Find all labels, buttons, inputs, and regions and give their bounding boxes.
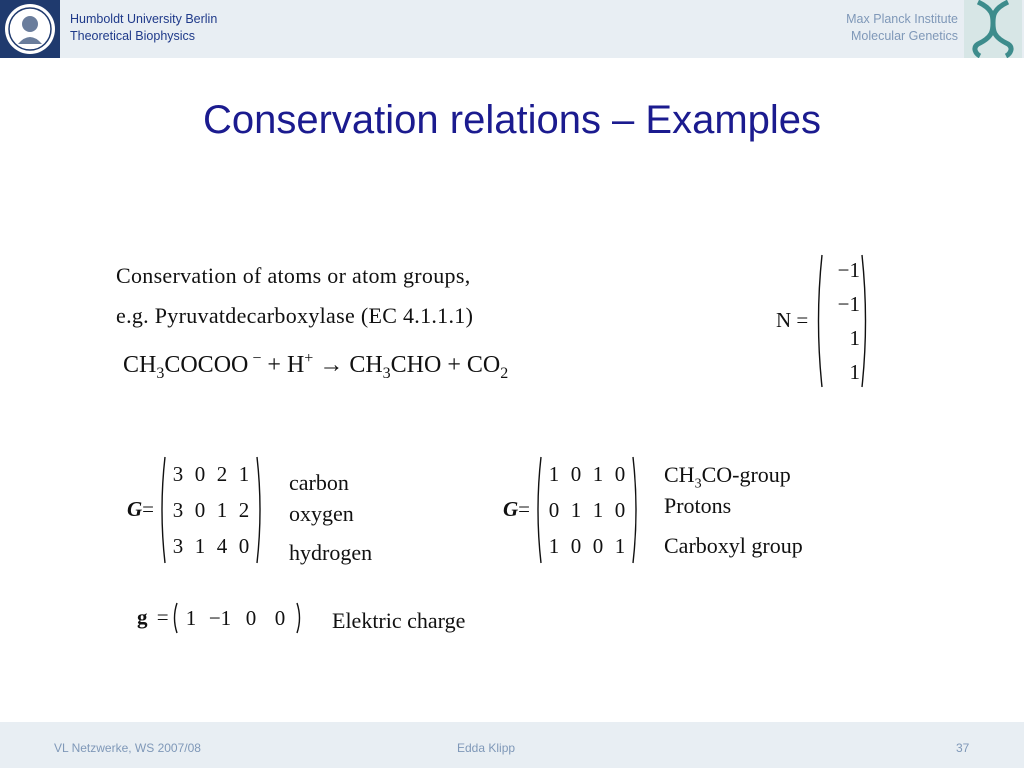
- G1-cell: 3: [172, 461, 184, 486]
- left-paren: [814, 253, 824, 389]
- g-vector-cell: 0: [274, 605, 286, 630]
- G2-cell: 0: [592, 533, 604, 558]
- institute-department-line: Molecular Genetics: [851, 29, 958, 43]
- G2-cell: 0: [548, 497, 560, 522]
- right-paren: [631, 455, 640, 565]
- co-group-text: CO-group: [701, 462, 791, 487]
- G1-cell: 1: [216, 497, 228, 522]
- university-name: [70, 11, 217, 45]
- row-label-carbon: carbon: [289, 470, 349, 495]
- g1-matrix: [158, 455, 264, 565]
- G2-cell: 0: [570, 461, 582, 486]
- G1-cell: 0: [194, 497, 206, 522]
- left-paren: [171, 601, 179, 635]
- left-paren: [534, 455, 543, 565]
- g-equals: =: [156, 605, 169, 629]
- G2-cell: 0: [570, 533, 582, 558]
- g-vector: [171, 601, 303, 635]
- g-vector-cell: 1: [185, 605, 197, 630]
- G1-cell: 1: [194, 533, 206, 558]
- g2-label: [503, 497, 530, 522]
- product-1: CH: [349, 352, 383, 378]
- arrow-icon: →: [313, 352, 350, 378]
- right-paren: [295, 601, 303, 635]
- humboldt-seal-icon: [0, 0, 60, 58]
- g2-equals: =: [518, 497, 531, 521]
- G2-cell: 1: [548, 461, 560, 486]
- G2-cell: 0: [614, 461, 626, 486]
- g-symbol: g: [137, 605, 148, 629]
- reactant-1-charge: −: [248, 350, 262, 367]
- row-label-hydrogen: hydrogen: [289, 540, 373, 565]
- g1-equals: =: [142, 497, 155, 521]
- intro-text: [116, 256, 473, 336]
- g1-label: [127, 497, 154, 522]
- g2-symbol: G: [503, 497, 519, 521]
- reactant-2-charge: +: [304, 350, 314, 367]
- elektric-charge-label: Elektric charge: [332, 608, 466, 633]
- row-label-carboxyl: Carboxyl group: [664, 533, 803, 558]
- n-vector-cell: 1: [849, 325, 860, 350]
- dna-helix-icon: [964, 0, 1022, 58]
- reactant-1: CH: [123, 352, 157, 378]
- G2-cell: 1: [548, 533, 560, 558]
- subscript-3: 3: [694, 476, 702, 492]
- left-paren: [158, 455, 167, 565]
- page-number: 37: [956, 741, 970, 755]
- n-vector-values: [824, 253, 860, 389]
- row-label-ch3co-group: [664, 462, 791, 492]
- slide-footer: [0, 722, 1024, 768]
- n-vector-cell: 1: [849, 359, 860, 384]
- plus-sign-2: +: [441, 352, 467, 378]
- reactant-1-subscript: 3: [156, 364, 165, 382]
- product-1-subscript: 3: [382, 364, 391, 382]
- g2-matrix-values: [543, 456, 631, 564]
- G1-cell: 2: [238, 497, 250, 522]
- product-1-rest: CHO: [390, 352, 442, 378]
- n-matrix-label: N =: [776, 308, 809, 332]
- G1-cell: 1: [238, 461, 250, 486]
- slide-title: Conservation relations – Examples: [202, 98, 822, 142]
- reactant-2: H: [286, 352, 305, 378]
- g1-symbol: G: [127, 497, 143, 521]
- n-vector-cell: −1: [837, 291, 860, 316]
- ch-text: CH: [664, 462, 695, 487]
- G1-cell: 3: [172, 533, 184, 558]
- product-2-subscript: 2: [500, 364, 509, 382]
- g-vector-values: [179, 601, 295, 635]
- row-label-protons: Protons: [664, 493, 732, 518]
- plus-sign: +: [261, 352, 287, 378]
- g2-matrix: [534, 455, 640, 565]
- G2-cell: 0: [614, 497, 626, 522]
- g-vector-label: [137, 605, 169, 630]
- reaction-equation: [123, 350, 508, 383]
- footer-course: VL Netzwerke, WS 2007/08: [54, 741, 201, 755]
- G2-cell: 1: [614, 533, 626, 558]
- reactant-1-rest: COCOO: [164, 352, 249, 378]
- product-2: CO: [466, 352, 501, 378]
- G1-cell: 0: [194, 461, 206, 486]
- footer-author: Edda Klipp: [457, 741, 516, 755]
- G2-cell: 1: [570, 497, 582, 522]
- row-label-oxygen: oxygen: [289, 501, 354, 526]
- intro-line-2: e.g. Pyruvatdecarboxylase (EC 4.1.1.1): [116, 303, 474, 328]
- G2-cell: 1: [592, 497, 604, 522]
- right-paren: [255, 455, 264, 565]
- slide-header: [0, 0, 1024, 58]
- university-line: Humboldt University Berlin: [70, 12, 218, 26]
- n-vector-cell: −1: [837, 257, 860, 282]
- g-vector-cell: 0: [245, 605, 257, 630]
- intro-line-1: Conservation of atoms or atom groups,: [116, 263, 471, 288]
- G1-cell: 2: [216, 461, 228, 486]
- G1-cell: 4: [216, 533, 228, 558]
- G1-cell: 3: [172, 497, 184, 522]
- g-vector-cell: −1: [208, 605, 232, 630]
- institute-name: [846, 11, 958, 45]
- right-paren: [860, 253, 870, 389]
- n-vector: [814, 253, 870, 389]
- department-line: Theoretical Biophysics: [70, 29, 196, 43]
- G1-cell: 0: [238, 533, 250, 558]
- institute-line: Max Planck Institute: [846, 12, 958, 26]
- G2-cell: 1: [592, 461, 604, 486]
- g1-matrix-values: [167, 456, 255, 564]
